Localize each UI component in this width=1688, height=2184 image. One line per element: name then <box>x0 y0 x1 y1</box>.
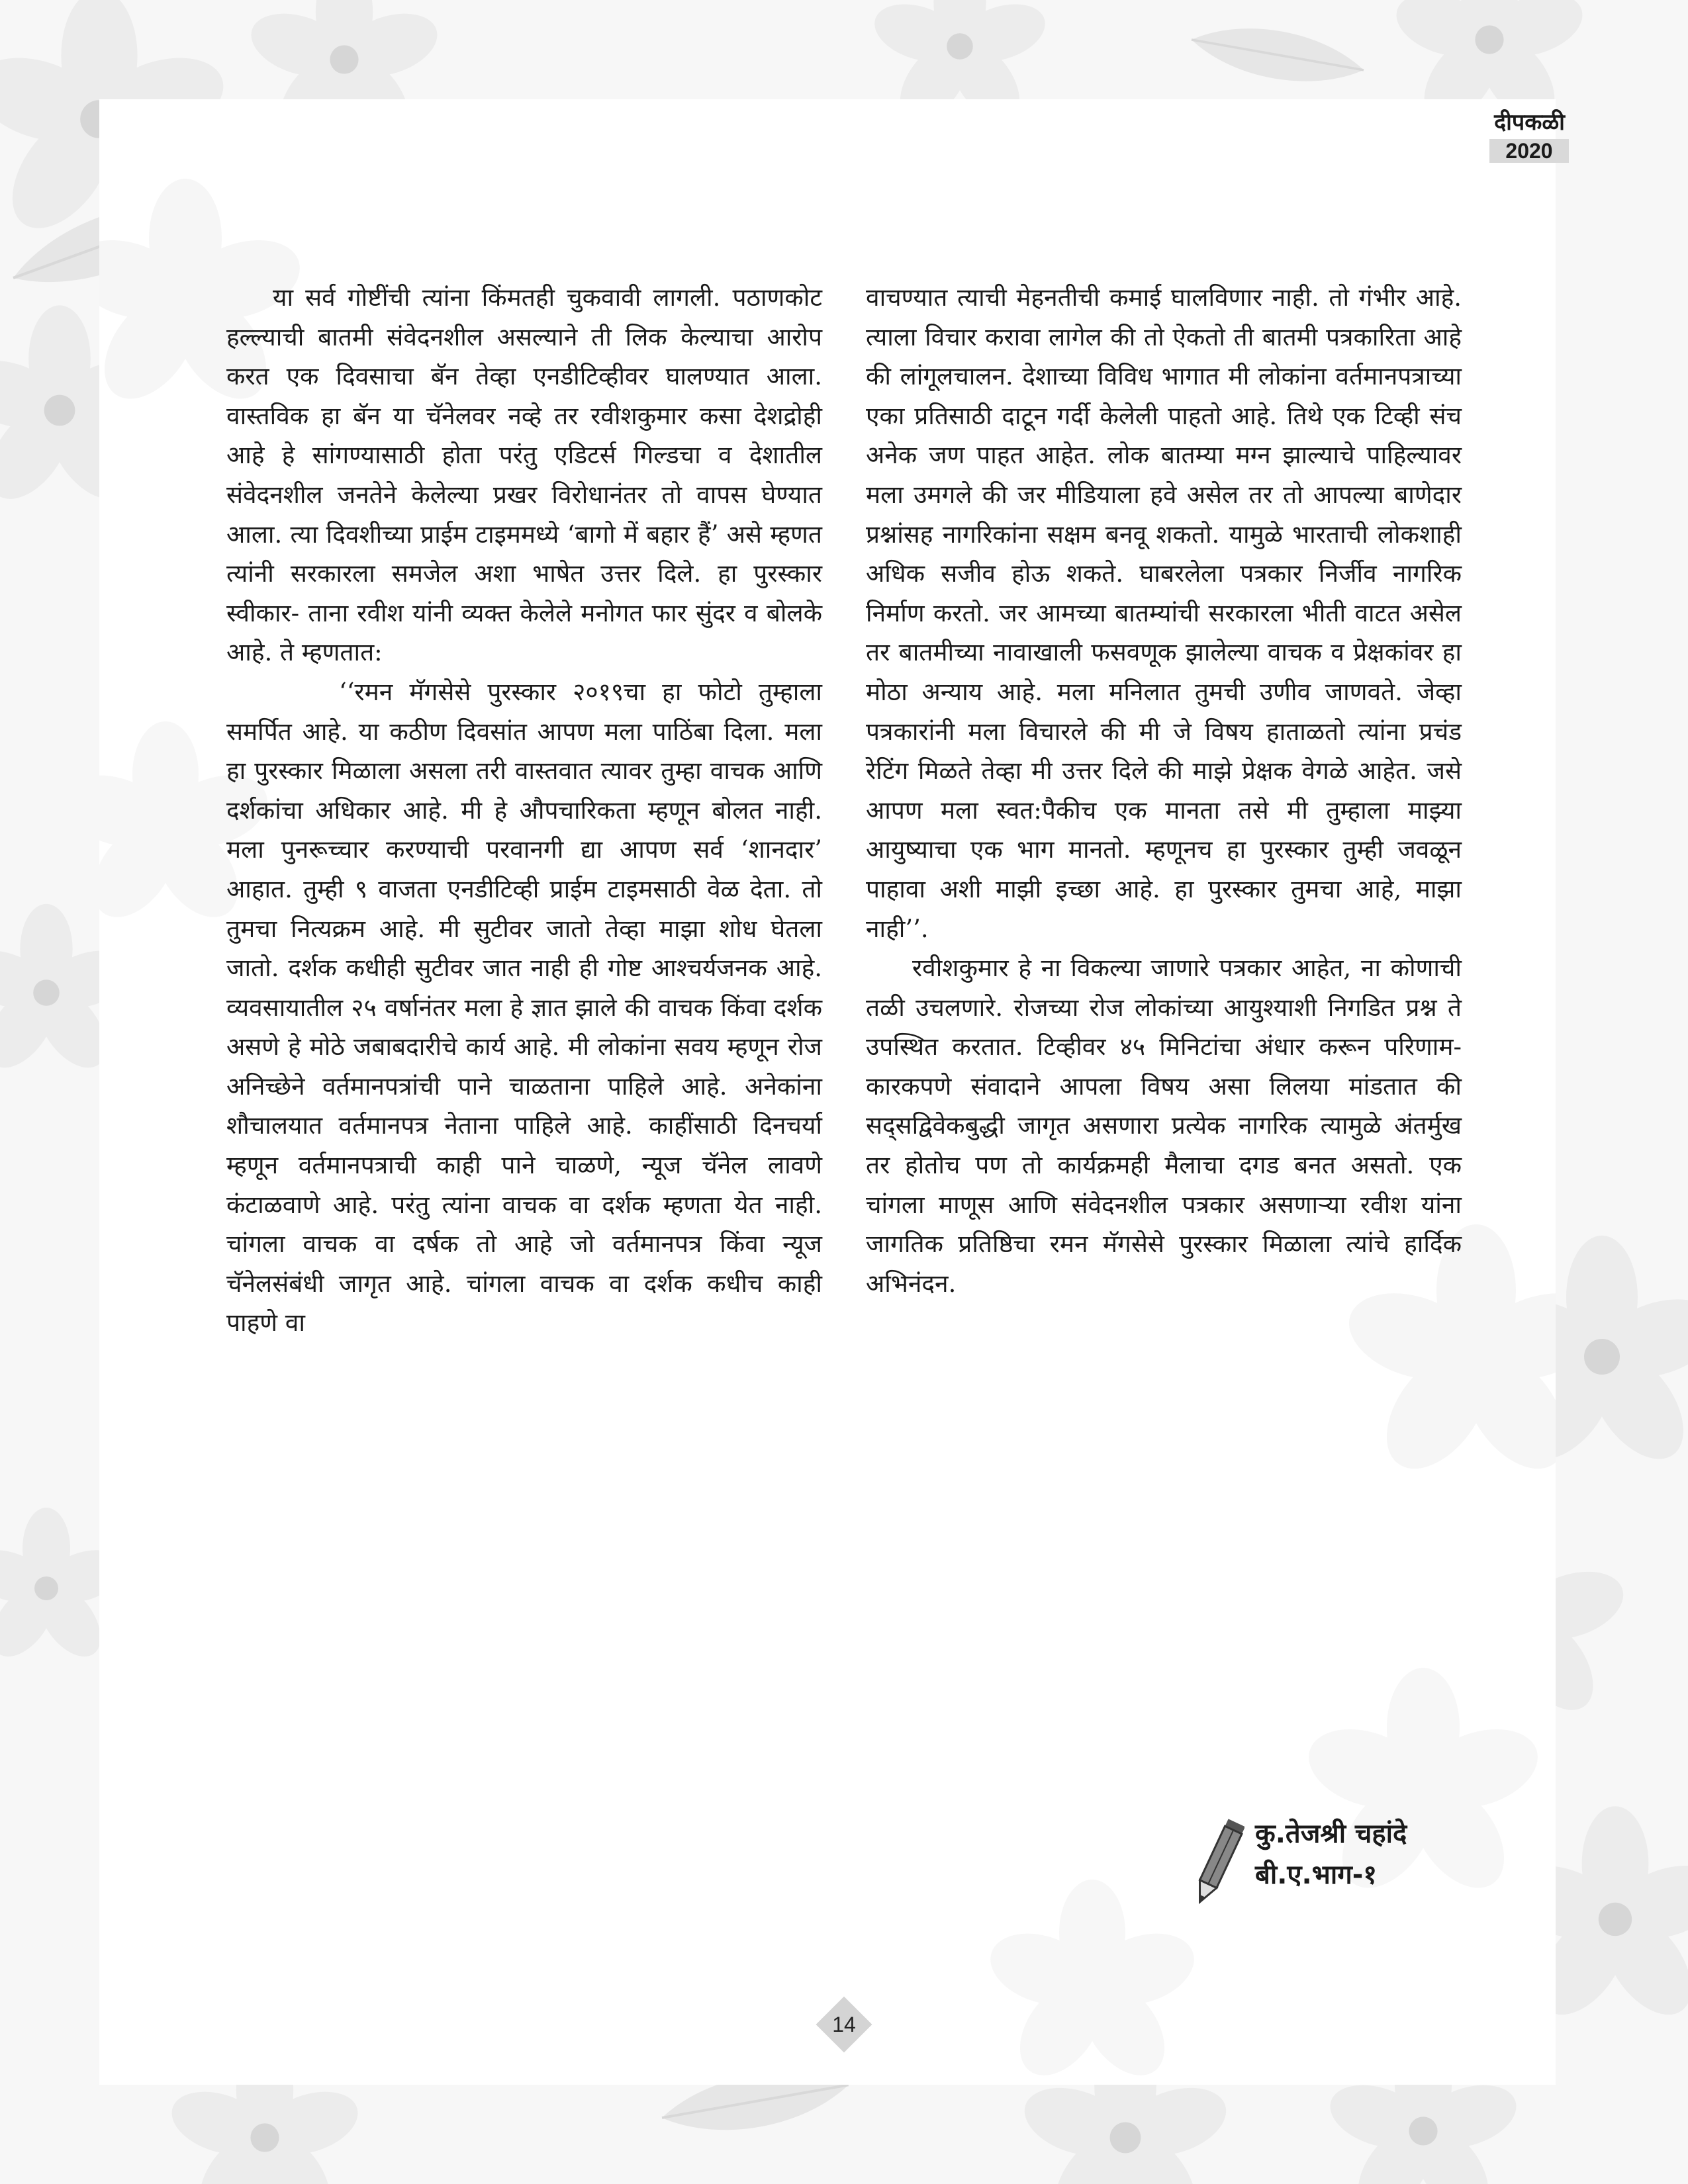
paragraph: या सर्व गोष्टींची त्यांना किंमतही चुकवावी लागली. पठाणकोट हल्ल्याची बातमी संवेदनशील असल्याने ती लिक केल्याचा आरोप करत एक दिवसाचा बॅन तेव्हा एनडीटिव्हीवर घालण्यात आला. वास्तविक हा बॅन या चॅनेलवर नव्हे तर रवीशकुमार कसा देशद्रोही आहे हे सांगण्यासाठी होता परंतु एडिटर्स गिल्डचा व देशातील संवेदनशील जनतेने केलेल्या प्रखर विरोधानंतर तो वापस घेण्यात आला. त्या दिवशीच्या प्राईम टाइममध्ये ‘बागो में बहार हैं’ असे म्हणत त्यांनी सरकारला समजेल अशा भाषेत उत्तर दिले. हा पुरस्कार स्वीकार- ताना रवीश यांनी व्यक्त केलेले मनोगत फार सुंदर व बोलके आहे. ते म्हणतात: <box>226 283 822 667</box>
pencil-icon <box>1192 1813 1244 1913</box>
page-number-label: 14 <box>832 2013 856 2036</box>
author-text <box>1255 1813 1407 1895</box>
magazine-year: 2020 <box>1489 139 1569 163</box>
quote-paragraph: ‘‘रमन मॅगसेसे पुरस्कार २०१९चा हा फोटो तुम्हाला समर्पित आहे. या कठीण दिवसांत आपण मला पाठिंबा दिला. मला हा पुरस्कार मिळाला असला तरी वास्तवात त्यावर तुम्हा वाचक आणि दर्शकांचा अधिकार आहे. मी हे औपचारिकता म्हणून बोलत नाही. मला पुनरूच्चार करण्याची परवानगी द्या आपण सर्व ‘शानदार’ आहात. तुम्ही ९ वाजता एनडीटिव्ही प्राईम टाइमसाठी वेळ देता. तो तुमचा नित्यक्रम आहे. मी सुटीवर जातो तेव्हा माझा शोध घेतला जातो. दर्शक कधीही सुटीवर जात नाही ही गोष्ट आश्चर्यजनक आहे. व्यवसायातील २५ वर्षानंतर मला हे ज्ञात झाले की वाचक किंवा दर्शक असणे हे मोठे जबाबदारीचे कार्य आहे. मी लोकांना सवय म्हणून रोज अनिच्छेने वर्तमानपत्रांची पाने चाळताना पाहिले आहे. अनेकांना शौचालयात वर्तमानपत्र नेताना पाहिले आहे. काहींसाठी दिनचर्या म्हणून वर्तमानपत्राची काही पाने चाळणे, न्यूज चॅनेल लावणे कंटाळवाणे आहे. परंतु त्यांना वाचक वा दर्शक म्हणता येत नाही. चांगला वाचक वा दर्षक तो आहे जो वर्तमानपत्र किंवा न्यूज चॅनेलसंबंधी जागृत आहे. चांगला वाचक वा दर्शक कधीच काही पाहणे वा <box>226 677 822 1338</box>
article-body <box>226 278 1462 1813</box>
magazine-header <box>1489 106 1569 163</box>
page-number <box>816 1996 872 2053</box>
left-column <box>226 278 822 1343</box>
author-class: बी.ए.भाग-१ <box>1255 1860 1378 1890</box>
paragraph: रवीशकुमार हे ना विकल्या जाणारे पत्रकार आहेत, ना कोणाची तळी उचलणारे. रोजच्या रोज लोकांच्या आयुश्याशी निगडित प्रश्न ते उपस्थित करतात. टिव्हीवर ४५ मिनिटांचा अंधार करून परिणाम- कारकपणे संवादाने आपला विषय असा लिलया मांडतात की सद्सद्विवेकबुद्धी जागृत असणारा प्रत्येक नागरिक त्यामुळे अंतर्मुख तर होतोच पण तो कार्यक्रमही मैलाचा दगड बनत असतो. एक चांगला माणूस आणि संवेदनशील पत्रकार असणाऱ्या रवीश यांना जागतिक प्रतिष्ठिचा रमन मॅगसेसे पुरस्कार मिळाला त्यांचे हार्दिक अभिनंदन. <box>866 954 1462 1298</box>
paragraph: वाचण्यात त्याची मेहनतीची कमाई घालविणार नाही. तो गंभीर आहे. त्याला विचार करावा लागेल की तो ऐकतो ती बातमी पत्रकारिता आहे की लांगूलचालन. देशाच्या विविध भागात मी लोकांना वर्तमानपत्राच्या एका प्रतिसाठी दाटून गर्दी केलेली पाहतो आहे. तिथे एक टिव्ही संच अनेक जण पाहत आहेत. लोक बातम्या मग्न झाल्याचे पाहिल्यावर मला उमगले की जर मीडियाला हवे असेल तर तो आपल्या बाणेदार प्रश्नांसह नागरिकांना सक्षम बनवू शकतो. यामुळे भारताची लोकशाही अधिक सजीव होऊ शकते. घाबरलेला पत्रकार निर्जीव नागरिक निर्माण करतो. जर आमच्या बातम्यांची सरकारला भीती वाटत असेल तर बातमीच्या नावाखाली फसवणूक झालेल्या वाचक व प्रेक्षकांवर हा मोठा अन्याय आहे. मला मनिलात तुमची उणीव जाणवते. जेव्हा पत्रकारांनी मला विचारले की मी जे विषय हाताळतो त्यांना प्रचंड रेटिंग मिळते तेव्हा मी उत्तर दिले की माझे प्रेक्षक वेगळे आहेत. जसे आपण मला स्वत:पैकीच एक मानता तसे मी तुम्हाला माझ्या आयुष्याचा एक भाग मानतो. म्हणूनच हा पुरस्कार तुम्ही जवळून पाहावा अशी माझी इच्छा आहे. हा पुरस्कार तुमचा आहे, माझा नाही’’. <box>866 283 1462 943</box>
right-column <box>866 278 1462 1303</box>
magazine-name: दीपकळी <box>1494 109 1565 136</box>
author-name: कु.तेजश्री चहांदे <box>1255 1819 1407 1849</box>
